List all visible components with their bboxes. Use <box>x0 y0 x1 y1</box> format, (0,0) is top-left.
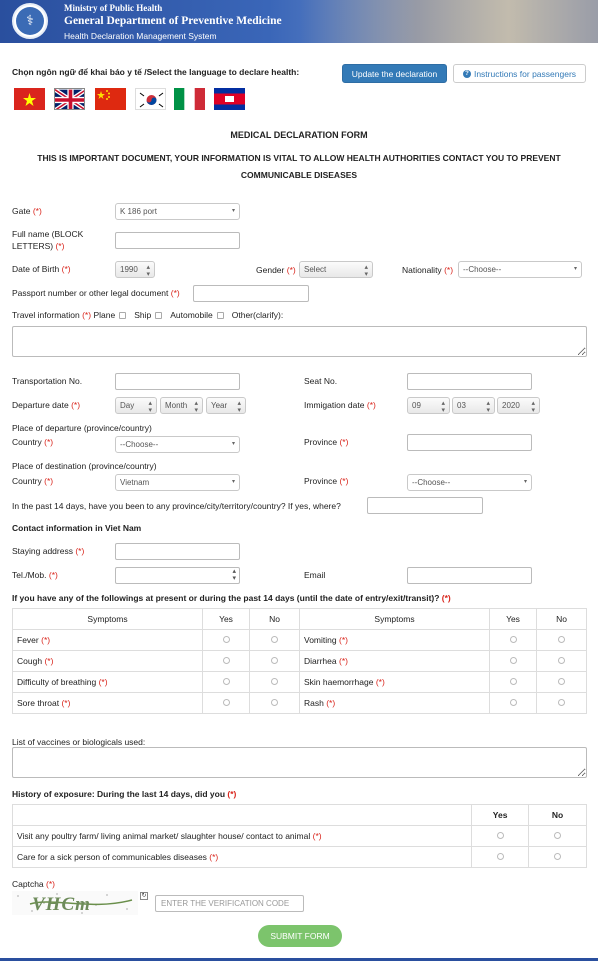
departure-month-select[interactable]: Month ▴ ▾ <box>160 397 203 414</box>
skin-yes-radio[interactable] <box>510 678 517 685</box>
departure-day-select[interactable]: Day ▴ ▾ <box>115 397 157 414</box>
sore-throat-no-radio[interactable] <box>271 699 278 706</box>
language-prompt: Chọn ngôn ngữ để khai báo y tế /Select the language to declare health: <box>12 67 300 77</box>
captcha-text: VHCm <box>32 894 91 915</box>
departure-country-select[interactable]: --Choose-- ▾ <box>115 436 240 453</box>
skin-no-radio[interactable] <box>558 678 565 685</box>
email-input[interactable] <box>407 567 532 584</box>
fever-yes-radio[interactable] <box>223 636 230 643</box>
transport-no-input[interactable] <box>115 373 240 390</box>
symptom-label: Diarrhea (*) <box>300 651 490 672</box>
system-name: Health Declaration Management System <box>64 31 217 41</box>
table-row <box>13 826 587 847</box>
symptom-label: Rash (*) <box>300 693 490 714</box>
vomiting-yes-radio[interactable] <box>510 636 517 643</box>
staying-address-input[interactable] <box>115 543 240 560</box>
rash-no-radio[interactable] <box>558 699 565 706</box>
captcha-label: Captcha (*) <box>12 879 56 889</box>
staying-address-label: Staying address (*) <box>12 546 85 556</box>
travel-option-ship: Ship <box>134 310 152 320</box>
travel-option-plane: Plane <box>93 310 116 320</box>
vietnam-flag[interactable] <box>14 88 45 110</box>
form-subtitle-line2: COMMUNICABLE DISEASES <box>240 170 358 180</box>
tel-input[interactable] <box>115 567 240 584</box>
cough-yes-radio[interactable] <box>223 657 230 664</box>
yes-header: Yes <box>490 609 537 630</box>
email-label: Email <box>304 570 326 580</box>
diarrhea-no-radio[interactable] <box>558 657 565 664</box>
animal-yes-radio[interactable] <box>497 832 504 839</box>
fullname-label-2: LETTERS) (*) <box>12 241 65 251</box>
fullname-input[interactable] <box>115 232 240 249</box>
destination-province-label: Province (*) <box>304 476 349 486</box>
vaccines-textarea[interactable] <box>12 747 587 778</box>
question-icon: ? <box>463 70 471 78</box>
immigration-date-label: Immigation date (*) <box>304 400 376 410</box>
update-declaration-button[interactable]: Update the declaration <box>342 64 447 83</box>
exposure-question: History of exposure: During the last 14 days, did you (*) <box>12 789 237 799</box>
table-row <box>13 672 587 693</box>
no-header: No <box>537 609 587 630</box>
symptom-label: Cough (*) <box>13 651 203 672</box>
symptom-label: Difficulty of breathing (*) <box>13 672 203 693</box>
rash-yes-radio[interactable] <box>510 699 517 706</box>
header-photo <box>300 0 598 43</box>
submit-button[interactable]: SUBMIT FORM <box>258 925 342 947</box>
symptoms-header: Symptoms <box>13 609 203 630</box>
diarrhea-yes-radio[interactable] <box>510 657 517 664</box>
travel-option-automobile: Automobile <box>170 310 213 320</box>
sore-throat-yes-radio[interactable] <box>223 699 230 706</box>
nationality-label: Nationality (*) <box>402 265 454 275</box>
symptoms-question: If you have any of the followings at present or during the past 14 days (until the date of entry/exit/transit)? (*) <box>12 593 451 603</box>
form-title: MEDICAL DECLARATION FORM <box>230 130 368 140</box>
captcha-input[interactable]: ENTER THE VERIFICATION CODE <box>155 895 304 912</box>
vomiting-no-radio[interactable] <box>558 636 565 643</box>
seat-no-input[interactable] <box>407 373 532 390</box>
table-row <box>13 630 587 651</box>
exposure-blank-header <box>13 805 472 826</box>
symptom-label: Vomiting (*) <box>300 630 490 651</box>
symptoms-table <box>12 608 587 714</box>
automobile-checkbox[interactable] <box>217 312 224 319</box>
china-flag[interactable] <box>95 88 126 110</box>
no-header: No <box>250 609 300 630</box>
departure-province-label: Province (*) <box>304 437 349 447</box>
department-name: General Department of Preventive Medicine <box>64 15 282 27</box>
destination-country-label: Country (*) <box>12 476 54 486</box>
passport-input[interactable] <box>193 285 309 302</box>
departure-province-input[interactable] <box>407 434 532 451</box>
table-row <box>13 693 587 714</box>
form-subtitle-line1: THIS IS IMPORTANT DOCUMENT, YOUR INFORMATION IS VITAL TO ALLOW HEALTH AUTHORITIES CONTACT YOU TO PREVENT <box>37 153 561 163</box>
symptom-label: Sore throat (*) <box>13 693 203 714</box>
animal-no-radio[interactable] <box>554 832 561 839</box>
tel-spinner-icon[interactable]: ▴ ▾ <box>232 568 236 582</box>
immigration-day-select[interactable]: 09 ▴ ▾ <box>407 397 450 414</box>
instructions-button[interactable]: ? Instructions for passengers <box>453 64 586 83</box>
departure-country-label: Country (*) <box>12 437 54 447</box>
symptom-label: Skin haemorrhage (*) <box>300 672 490 693</box>
place-destination-label: Place of destination (province/country) <box>12 461 157 471</box>
seat-no-label: Seat No. <box>304 376 338 386</box>
ministry-name: Ministry of Public Health <box>64 3 163 13</box>
past14-label: In the past 14 days, have you been to any province/city/territory/country? If yes, where? <box>12 501 341 511</box>
exposure-label: Visit any poultry farm/ living animal market/ slaughter house/ contact to animal (*) <box>13 826 472 847</box>
place-departure-label: Place of departure (province/country) <box>12 423 152 433</box>
ministry-logo: ⚕ <box>12 3 48 39</box>
symptoms-header: Symptoms <box>300 609 490 630</box>
dob-year-select[interactable]: 1990 ▴ ▾ <box>115 261 155 278</box>
destination-province-select[interactable]: --Choose-- ▾ <box>407 474 532 491</box>
symptom-label: Fever (*) <box>13 630 203 651</box>
care-no-radio[interactable] <box>554 853 561 860</box>
immigration-year-select[interactable]: 2020 ▴ ▾ <box>497 397 540 414</box>
breathing-yes-radio[interactable] <box>223 678 230 685</box>
exposure-yes-header: Yes <box>472 805 529 826</box>
tel-label: Tel./Mob. (*) <box>12 570 58 580</box>
exposure-label: Care for a sick person of communicables diseases (*) <box>13 847 472 868</box>
fullname-label: Full name (BLOCK <box>12 229 84 239</box>
yes-header: Yes <box>203 609 250 630</box>
breathing-no-radio[interactable] <box>271 678 278 685</box>
departure-date-label: Departure date (*) <box>12 400 81 410</box>
gender-label: Gender (*) <box>256 265 296 275</box>
nationality-select[interactable]: --Choose-- ▾ <box>458 261 582 278</box>
past14-input[interactable] <box>367 497 483 514</box>
passport-label: Passport number or other legal document (*) <box>12 288 180 298</box>
ship-checkbox[interactable] <box>155 312 162 319</box>
plane-checkbox[interactable] <box>119 312 126 319</box>
exposure-table <box>12 804 587 868</box>
travel-other-textarea[interactable] <box>12 326 587 357</box>
refresh-captcha-icon[interactable]: ↻ <box>141 893 147 899</box>
italy-flag[interactable] <box>174 88 205 110</box>
immigration-month-select[interactable]: 03 ▴ ▾ <box>452 397 495 414</box>
header-banner <box>0 0 598 43</box>
travel-label: Travel information (*) Plane Ship Automobile Other(clarify): <box>12 310 284 320</box>
exposure-no-header: No <box>529 805 587 826</box>
table-row <box>13 651 587 672</box>
table-row <box>13 847 587 868</box>
gender-select[interactable]: Select ▴ ▾ <box>299 261 373 278</box>
contact-header: Contact information in Viet Nam <box>12 523 142 533</box>
uk-flag[interactable] <box>54 88 85 110</box>
gate-label: Gate (*) <box>12 206 42 216</box>
transport-no-label: Transportation No. <box>12 376 83 386</box>
destination-country-select[interactable]: Vietnam ▾ <box>115 474 240 491</box>
fever-no-radio[interactable] <box>271 636 278 643</box>
departure-year-select[interactable]: Year ▴ ▾ <box>206 397 246 414</box>
captcha-image <box>12 891 138 915</box>
gate-select[interactable]: K 186 port ▾ <box>115 203 240 220</box>
vaccines-label: List of vaccines or biologicals used: <box>12 737 146 747</box>
cambodia-flag[interactable] <box>214 88 245 110</box>
korea-flag[interactable] <box>135 88 166 110</box>
travel-option-other: Other(clarify): <box>231 310 284 320</box>
care-yes-radio[interactable] <box>497 853 504 860</box>
dob-label: Date of Birth (*) <box>12 264 71 274</box>
cough-no-radio[interactable] <box>271 657 278 664</box>
